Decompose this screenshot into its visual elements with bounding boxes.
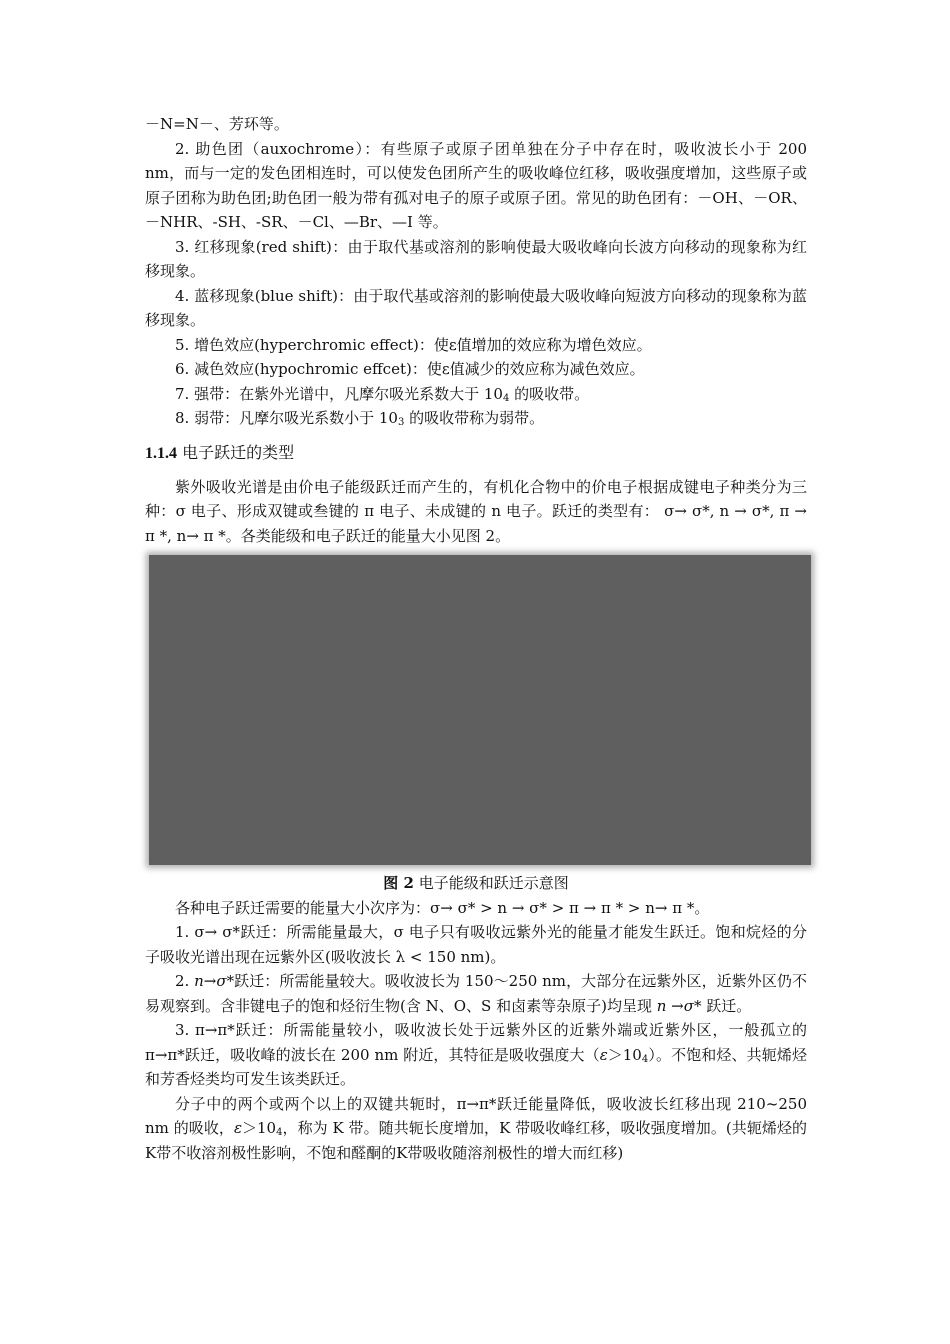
text-span: 跃迁：所需能量较大。吸收波长为 150～250 nm，大部分在远紫外区，近紫外区仍不易观察到。含非键电子的饱和烃衍生物(含 N、O、S 和卤素等杂原子)均呈现	[145, 972, 807, 1015]
italic-span: ε	[599, 1045, 608, 1064]
text-span: 2.	[175, 972, 195, 990]
document-page	[145, 112, 807, 1165]
figure-caption-text: 电子能级和跃迁示意图	[413, 874, 569, 892]
text-span: 的吸收带称为弱带。	[404, 409, 545, 427]
text-span: ）。不饱和烃、共轭烯烃和芳香烃类均可发生该类跃迁。	[145, 1045, 807, 1088]
paragraph-pi-transition	[145, 1018, 807, 1092]
figure-caption	[145, 871, 807, 896]
text-span: 7. 强带：在紫外光谱中，凡摩尔吸光系数大于 10	[175, 384, 503, 403]
figure-label: 图 2	[383, 874, 414, 892]
paragraph-weak-band	[145, 406, 807, 431]
text-span: ＞10	[242, 1119, 277, 1137]
paragraph-n-sigma-transition	[145, 969, 807, 1018]
paragraph-hyperchromic: 5. 增色效应(hyperchromic effect)：使ε值增加的效应称为增色效应。	[175, 335, 652, 354]
italic-span: n→σ*	[194, 972, 235, 990]
figure-image-placeholder	[149, 555, 811, 865]
section-number: 1.1.4	[145, 444, 177, 462]
paragraph-intro: 紫外吸收光谱是由价电子能级跃迁而产生的，有机化合物中的价电子根据成键电子种类分为三种：σ 电子、形成双键或叁键的 π 电子、未成键的 n 电子。跃迁的类型有： σ→ σ*, n → σ*, π → π *, n→ π *。各类能级和电子跃迁的能量大小见图 2。	[145, 477, 807, 545]
text-span: 8. 弱带：凡摩尔吸光系数小于 10	[175, 409, 398, 427]
text-span: ，称为 K 带。随共轭长度增加，K 带吸收峰红移，吸收强度增加。(共轭烯烃的K带不收溶剂极性影响，不饱和醛酮的K带吸收随溶剂极性的增大而红移)	[145, 1119, 808, 1162]
paragraph-sigma-transition: 1. σ→ σ*跃迁：所需能量最大，σ 电子只有吸收远紫外光的能量才能发生跃迁。饱和烷烃的分子吸收光谱出现在远紫外区(吸收波长 λ < 150 nm)。	[145, 923, 807, 966]
exponent: 3	[397, 417, 405, 428]
section-heading	[145, 440, 807, 467]
paragraph-k-band	[145, 1092, 807, 1166]
exponent: 4	[276, 1127, 283, 1138]
exponent: 4	[641, 1053, 649, 1065]
exponent: 4	[502, 392, 510, 404]
text-span: 3. π→π*跃迁：所需能量较小，吸收波长处于远紫外区的近紫外端或近紫外区，一般孤立的 π→π*跃迁，吸收峰的波长在 200 nm 附近，其特征是吸收强度大（	[145, 1021, 807, 1064]
italic-span: n →σ*	[656, 996, 702, 1015]
paragraph-strong-band	[145, 382, 807, 407]
section-title: 电子跃迁的类型	[177, 442, 295, 462]
paragraph-blue-shift: 4. 蓝移现象(blue shift)：由于取代基或溶剂的影响使最大吸收峰向短波方向移动的现象称为蓝移现象。	[145, 286, 807, 329]
text-span: 分子中的两个或两个以上的双键共轭时，π→π*跃迁能量降低，吸收波长红移出现 210~250 nm 的吸收，	[145, 1094, 807, 1137]
italic-span: ε	[233, 1119, 242, 1137]
text-span: ＞10	[607, 1045, 642, 1064]
text-span: 跃迁。	[701, 996, 752, 1015]
text-span: 的吸收带。	[509, 384, 590, 403]
paragraph-continuation: －N=N－、芳环等。	[145, 115, 289, 133]
paragraph-auxochrome: 2. 助色团（auxochrome）：有些原子或原子团单独在分子中存在时，吸收波长小于 200 nm，而与一定的发色团相连时，可以使发色团所产生的吸收峰位红移，吸收强度增加，这些原子或原子团称为助色团;助色团一般为带有孤对电子的原子或原子团。常见的助色团有：－OH、－OR、－NHR、-SH、-SR、－Cl、—Br、—I 等。	[145, 139, 807, 231]
paragraph-energy-order: 各种电子跃迁需要的能量大小次序为：σ→ σ* > n → σ* > π → π * > n→ π *。	[175, 898, 710, 917]
paragraph-hypochromic: 6. 减色效应(hypochromic effcet)：使ε值减少的效应称为减色效应。	[175, 360, 645, 378]
paragraph-red-shift: 3. 红移现象(red shift)：由于取代基或溶剂的影响使最大吸收峰向长波方向移动的现象称为红移现象。	[145, 237, 807, 280]
